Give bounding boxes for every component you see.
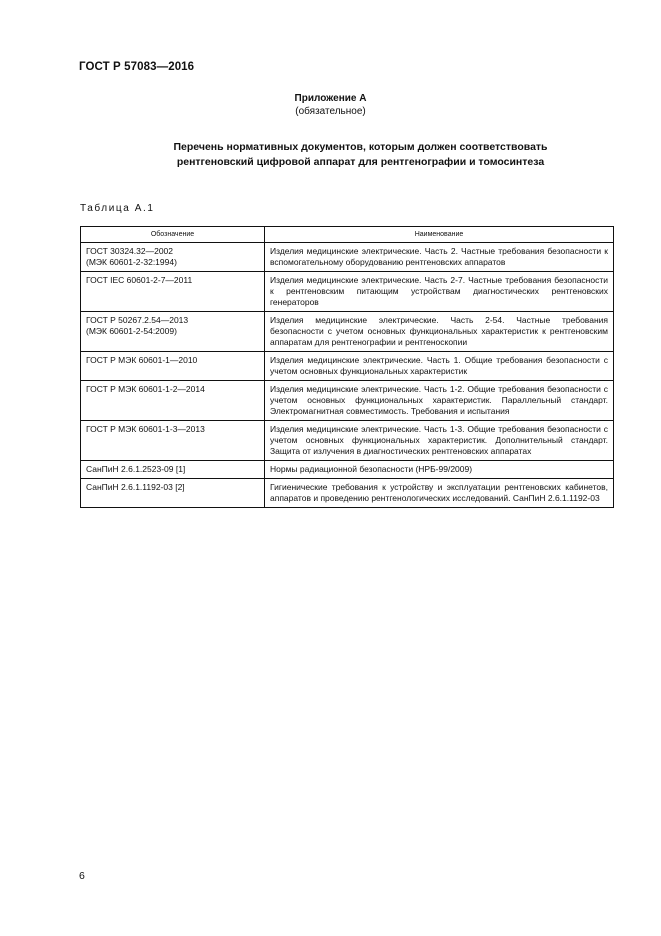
designation-cell — [81, 479, 265, 508]
table-row — [81, 352, 614, 381]
designation-text: ГОСТ Р МЭК 60601-1-2—2014 — [86, 384, 205, 394]
designation-cell — [81, 272, 265, 312]
name-cell: Нормы радиационной безопасности (НРБ-99/2009) — [265, 461, 614, 479]
name-cell: Изделия медицинские электрические. Часть 1. Общие требования безопасности с учетом основных функциональных характеристик — [265, 352, 614, 381]
name-cell: Гигиенические требования к устройству и эксплуатации рентгеновских кабинетов, аппаратов и проведению рентгенологических исследований. СанПиН 2.6.1.1192-03 — [265, 479, 614, 508]
designation-text: ГОСТ Р МЭК 60601-1—2010 — [86, 355, 198, 365]
designation-cell — [81, 352, 265, 381]
table-row — [81, 312, 614, 352]
designation-text: ГОСТ Р 50267.2.54—2013 — [86, 315, 189, 325]
table-row — [81, 243, 614, 272]
name-cell: Изделия медицинские электрические. Часть 2-7. Частные требования безопасности к рентгеновским питающим устройствам диагностических рентгеновских генераторов — [265, 272, 614, 312]
document-id: ГОСТ Р 57083—2016 — [79, 61, 195, 73]
table-row — [81, 461, 614, 479]
name-cell: Изделия медицинские электрические. Часть 1-2. Общие требования безопасности с учетом основных функциональных характеристик. Параллельный стандарт. Электромагнитная совместимость. Требования и испытания — [265, 381, 614, 421]
table-header-row — [81, 227, 614, 243]
designation-text: (МЭК 60601-2-32:1994) — [86, 257, 177, 267]
name-cell: Изделия медицинские электрические. Часть 2-54. Частные требования безопасности с учетом основных функциональных характеристик к рентгеновским аппаратам для рентгенографии и рентгеноскопии — [265, 312, 614, 352]
designation-text: СанПиН 2.6.1.2523-09 [1] — [86, 464, 186, 474]
designation-cell — [81, 381, 265, 421]
normative-documents-table — [80, 226, 614, 508]
designation-text: ГОСТ Р МЭК 60601-1-3—2013 — [86, 424, 205, 434]
page-number: 6 — [79, 870, 85, 882]
designation-cell — [81, 461, 265, 479]
appendix-heading — [0, 92, 661, 118]
appendix-status: (обязательное) — [295, 106, 366, 117]
table-row — [81, 272, 614, 312]
table-row — [81, 479, 614, 508]
designation-cell — [81, 312, 265, 352]
section-title-line2: рентгеновский цифровой аппарат для рентгенографии и томосинтеза — [176, 156, 545, 168]
name-cell: Изделия медицинские электрические. Часть 2. Частные требования безопасности к вспомогательному оборудованию рентгеновских аппаратов — [265, 243, 614, 272]
name-cell: Изделия медицинские электрические. Часть 1-3. Общие требования безопасности с учетом основных функциональных характеристик. Дополнительный стандарт. Защита от излучения в диагностических рентгеновских аппаратах — [265, 421, 614, 461]
section-title-line1: Перечень нормативных документов, которым должен соответствовать — [173, 141, 548, 153]
designation-cell — [81, 243, 265, 272]
designation-text: СанПиН 2.6.1.1192-03 [2] — [86, 482, 185, 492]
section-title — [60, 140, 661, 170]
designation-text: ГОСТ IEC 60601-2-7—2011 — [86, 275, 193, 285]
column-header-designation: Обозначение — [81, 227, 265, 243]
table-caption: Таблица А.1 — [80, 203, 155, 214]
column-header-name: Наименование — [265, 227, 614, 243]
table-row — [81, 421, 614, 461]
designation-cell — [81, 421, 265, 461]
designation-text: (МЭК 60601-2-54:2009) — [86, 326, 177, 336]
table-row — [81, 381, 614, 421]
designation-text: ГОСТ 30324.32—2002 — [86, 246, 174, 256]
appendix-title: Приложение А — [294, 93, 367, 104]
